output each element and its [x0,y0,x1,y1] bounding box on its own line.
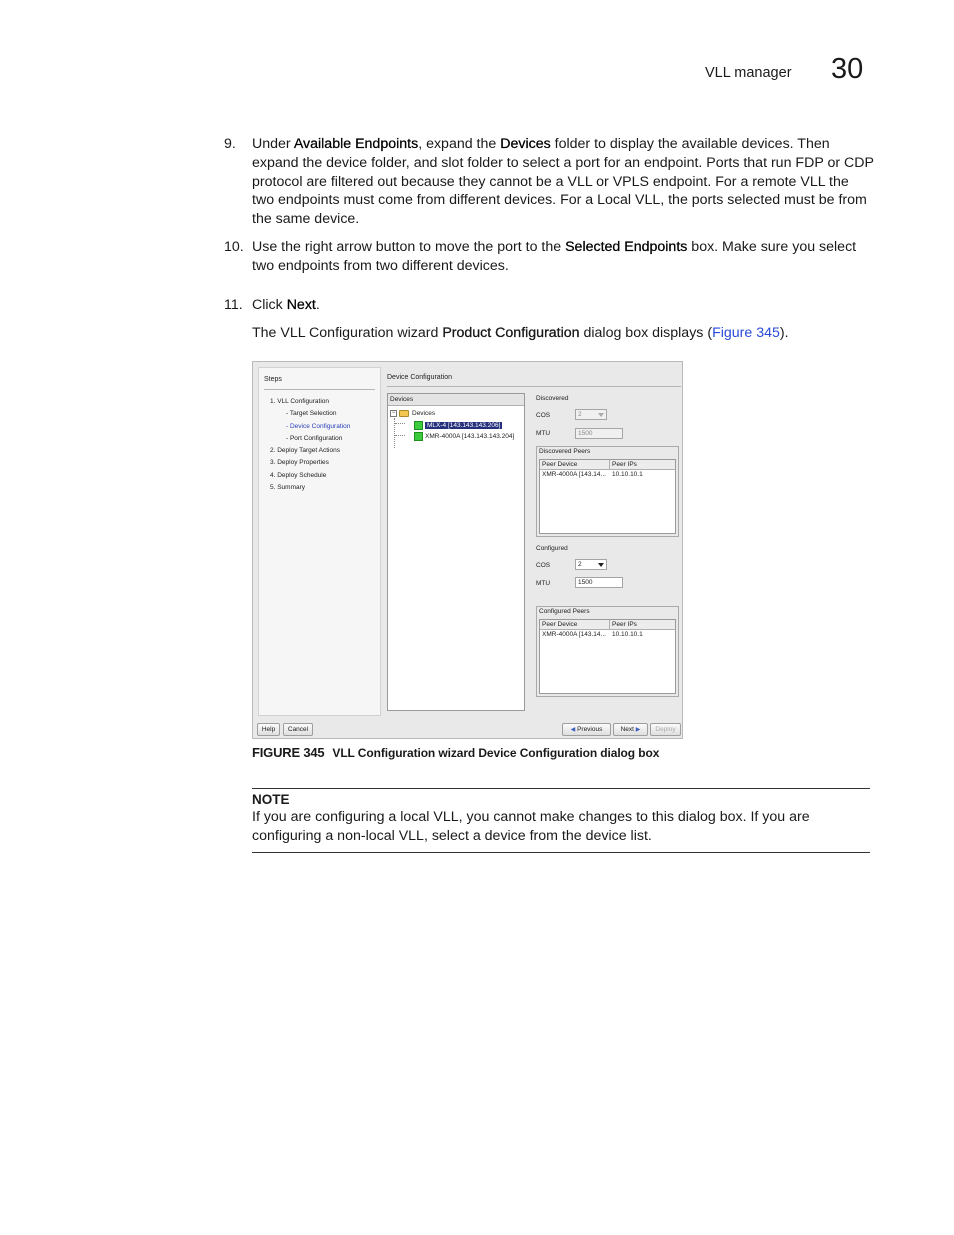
column-header[interactable]: Peer Device [540,620,610,629]
column-header[interactable]: Peer Device [540,460,610,469]
configured-cos-select[interactable]: 2 [575,559,607,570]
table-row[interactable] [540,470,675,480]
step-item: - Port Configuration [286,434,343,442]
note-body: If you are configuring a local VLL, you cannot make changes to this dialog box. If you are configuring a non-local VLL, select a device from the device list. [252,809,810,844]
note-title: NOTE [252,792,290,807]
configured-mtu-field[interactable]: 1500 [575,577,623,588]
devices-tree-panel [387,393,525,711]
group-title: Discovered Peers [539,448,591,455]
divider [252,852,870,853]
discovered-peers-table [539,459,676,534]
steps-title: Steps [264,376,282,383]
configured-mtu-label: MTU [536,580,551,587]
divider [264,389,375,390]
tree-root-devices[interactable]: − Devices [391,409,436,417]
discovered-title: Discovered [536,395,569,402]
tree-connector [395,435,405,436]
devices-header: Devices [388,394,524,406]
steps-panel [258,367,381,716]
step-9 [224,135,874,229]
table-header [540,460,675,470]
step-item: 5. Summary [270,484,306,492]
step-item: - Target Selection [286,410,337,418]
peer-ip-cell: 10.10.10.1 [612,471,643,478]
step-item: 3. Deploy Properties [270,459,329,467]
divider [387,386,681,387]
discovered-peers-group [536,446,679,537]
figure-title: VLL Configuration wizard Device Configuration dialog box [332,746,660,760]
ui-term: Selected Endpoints [565,239,688,255]
tree-device-mlx[interactable] [414,421,502,431]
arrow-left-icon: ◀ [570,727,576,733]
step-10 [224,238,874,276]
discovered-cos-label: COS [536,412,551,419]
column-header[interactable]: Peer IPs [612,461,637,468]
ui-term: Next [286,297,316,313]
configured-peers-table [539,619,676,694]
tree-device-xmr[interactable]: XMR-4000A [143.143.143.204] [414,432,514,442]
tree-connector [395,423,405,424]
table-row[interactable] [540,630,675,640]
configured-peers-group [536,606,679,697]
deploy-button[interactable]: Deploy [650,723,681,736]
cancel-button[interactable]: Cancel [283,723,313,736]
step-item: 2. Deploy Target Actions [270,447,340,455]
peer-device-cell: XMR-4000A [143.14... [542,631,606,638]
ui-term: Product Configuration [442,325,580,341]
step-item: 4. Deploy Schedule [270,471,327,479]
discovered-mtu-field: 1500 [575,428,623,439]
group-title: Configured Peers [539,608,590,615]
configured-title: Configured [536,545,568,552]
result-paragraph: The VLL Configuration wizard Product Configuration dialog box displays (Figure 345). [252,325,789,341]
step-item: 1. VLL Configuration [270,398,330,405]
configured-cos-label: COS [536,562,551,569]
peer-device-cell: XMR-4000A [143.14... [542,471,606,478]
device-icon [414,432,423,441]
folder-icon [399,410,409,417]
peer-ip-cell: 10.10.10.1 [612,631,643,638]
table-header [540,620,675,630]
help-button[interactable]: Help [257,723,280,736]
discovered-mtu-label: MTU [536,430,551,437]
chevron-down-icon [598,563,604,567]
step-text: Click Next. [252,297,320,313]
column-header[interactable]: Peer IPs [612,621,637,628]
steps-list [270,398,350,496]
panel-title: Device Configuration [387,374,452,381]
section-title: VLL manager [705,65,792,81]
step-number: 11. [224,297,243,313]
device-icon [414,421,423,430]
figure-link[interactable]: Figure 345 [712,325,780,341]
step-11 [224,296,874,315]
chapter-number: 30 [831,53,864,85]
previous-button[interactable]: ◀ Previous [562,723,611,736]
ui-term: Devices [500,136,551,152]
dialog-screenshot [252,361,683,739]
step-number: 10. [224,239,244,255]
step-text: Use the right arrow button to move the port to the Selected Endpoints box. Make sure you select two endpoints from two different devices. [252,239,857,274]
step-number: 9. [224,136,236,152]
collapse-icon[interactable]: − [391,409,396,416]
next-button[interactable]: Next ▶ [613,723,648,736]
figure-number: FIGURE 345 [252,745,325,760]
arrow-right-icon: ▶ [635,727,641,733]
divider [252,788,870,789]
selected-device-label: MLX-4 [143.143.143.206] [427,422,501,430]
discovered-cos-select: 2 [575,409,607,420]
figure-caption [252,745,659,760]
step-text: Under Available Endpoints, expand the Devices folder to display the available devices. Then expand the device folder, and slot folder to select a port for an endpoint. Ports that run FDP or CDP protocol are filtered out because they cannot be a VLL or VPLS endpoint. For a remote VLL the two endpoints must come from different devices. For a Local VLL, the ports selected must be from the same device. [252,136,874,228]
chevron-down-icon [598,413,604,417]
step-item-current: - Device Configuration [286,422,351,430]
ui-term: Available Endpoints [293,136,419,152]
